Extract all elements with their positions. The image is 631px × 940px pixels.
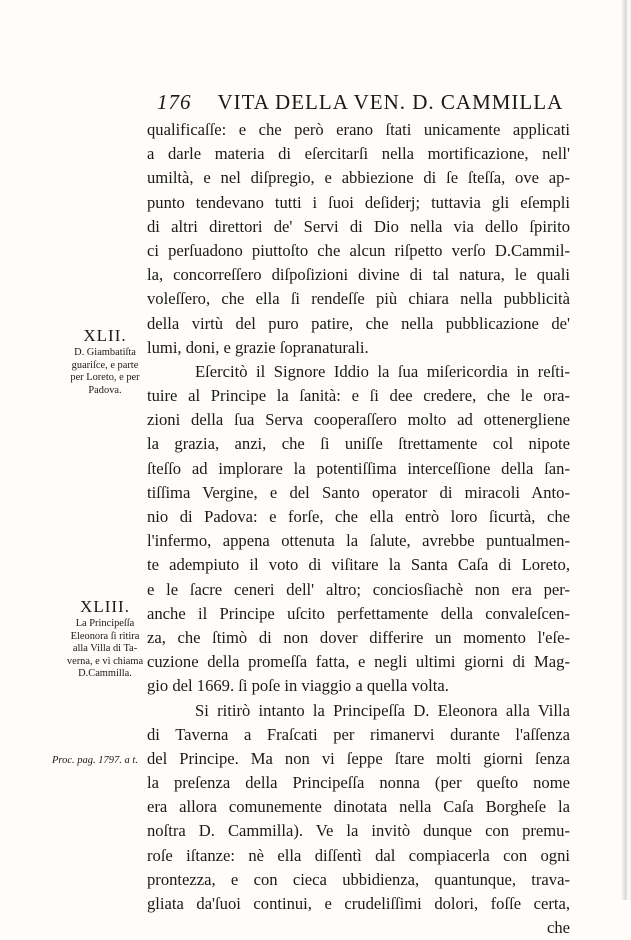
text-line: Eſercitò il Signore Iddio la ſua miſericordia in reſti- (195, 361, 570, 381)
margin-note-xliii (60, 596, 150, 681)
page-number: 176 (157, 90, 192, 114)
text-line: voleſſero, che ella ſi rendeſſe più chiara nella pubblicità (147, 289, 570, 309)
text-line: cuzione della promeſſa fatta, e negli ultimi giorni di Mag- (147, 652, 570, 672)
text-line: anche il Principe uſcito perfettamente della convaleſcen- (147, 603, 570, 623)
text-line: te adempiuto il voto di viſitare la Santa Caſa di Loreto, (147, 555, 570, 575)
margin-note-line: Padova. (88, 384, 122, 396)
text-line: a darle materia di eſercitarſi nella mortificazione, nell' (147, 144, 570, 164)
text-line: di Taverna a Fraſcati per rimanervi durante l'aſſenza (147, 724, 570, 744)
margin-note-line: guariſce, e parte (71, 359, 139, 371)
margin-note-line: Eleonora ſi ritira (70, 630, 140, 642)
page-edge (621, 0, 631, 900)
margin-note-line: verna, e vi chiama (66, 655, 144, 667)
text-line: punto tendevano tutti i ſuoi deſiderj; tuttavia gli eſempli (147, 192, 570, 212)
margin-note-line: D. Giambatiſta (74, 347, 136, 358)
text-line: lumi, doni, e grazie ſopranaturali. (147, 337, 369, 357)
margin-note-line: alla Villa di Ta- (72, 643, 138, 655)
running-title: VITA DELLA VEN. D. CAMMILLA (217, 90, 564, 114)
margin-note-number: XLIII. (80, 597, 130, 616)
text-line: prontezza, e con cieca ubbidienza, quantunque, trava- (147, 869, 570, 889)
text-line: nio di Padova: e forſe, che ella entrò loro ſicurtà, che (147, 507, 570, 526)
text-line: l'infermo, appena ottenuta la ſalute, avrebbe puntualmen- (147, 531, 570, 551)
catchword: che (546, 918, 570, 938)
text-line: gio del 1669. ſi poſe in viaggio a quella volta. (147, 676, 449, 696)
text-line: qualificaſſe: e che però erano ſtati unicamente applicati (147, 120, 570, 139)
text-line: era allora comunemente dinotata nella Caſa Borgheſe la (147, 797, 570, 817)
text-line: ci perſuadono piuttoſto che alcun riſpetto verſo D.Cammil- (147, 240, 570, 260)
text-line: di altri direttori de' Servi di Dio nella via dello ſpirito (147, 216, 570, 236)
text-line: la preſenza della Principeſſa nonna (per queſto nome (147, 773, 570, 793)
text-line: gliata da'ſuoi continui, e crudeliſſimi dolori, foſſe certa, (147, 894, 570, 913)
text-line: roſe iſtanze: nè ella diſſentì dal compiacerla con ogni (147, 845, 570, 865)
text-line: za, che ſtimò di non dover differire un momento l'eſe- (147, 627, 570, 647)
running-header (157, 90, 577, 115)
margin-note-xlii (60, 325, 150, 397)
margin-note-line: D.Cammilla. (78, 668, 132, 680)
text-line: zioni della ſua Serva cooperaſſero molto ad ottenergliene (147, 410, 570, 430)
text-line: noſtra D. Cammilla). Ve la invitò dunque con premu- (147, 821, 570, 841)
margin-note-number: XLII. (83, 326, 127, 345)
text-line: e le ſacre ceneri dell' altro; conciosſiachè non era per- (147, 579, 570, 599)
text-line: la grazia, anzi, che ſi uniſſe ſtrettamente col nipote (147, 434, 570, 454)
text-line: Si ritirò intanto la Principeſſa D. Eleonora alla Villa (195, 700, 570, 720)
text-line: ſteſſo ad implorare la potentiſſima interceſſione della ſan- (147, 458, 570, 478)
text-line: del Principe. Ma non vi ſeppe ſtare molti giorni ſenza (147, 748, 570, 768)
text-line: la, concorreſſero diſpoſizioni divine di tal natura, le quali (147, 265, 570, 285)
text-line: tiſſima Vergine, e del Santo operator di miracoli Anto- (147, 482, 570, 502)
process-reference: Proc. pag. 1797. a t. (52, 755, 138, 766)
margin-note-line: per Loreto, e per (70, 372, 140, 384)
text-line: tuire al Principe la ſanità: e ſi dee credere, che le ora- (147, 386, 570, 406)
margin-note-line: La Principeſſa (75, 618, 135, 629)
text-line: della virtù del puro patire, che nella pubblicazione de' (147, 313, 570, 333)
body-text (147, 118, 570, 940)
text-line: umiltà, e nel diſpregio, e abbiezione di ſe ſteſſa, ove ap- (147, 168, 570, 188)
